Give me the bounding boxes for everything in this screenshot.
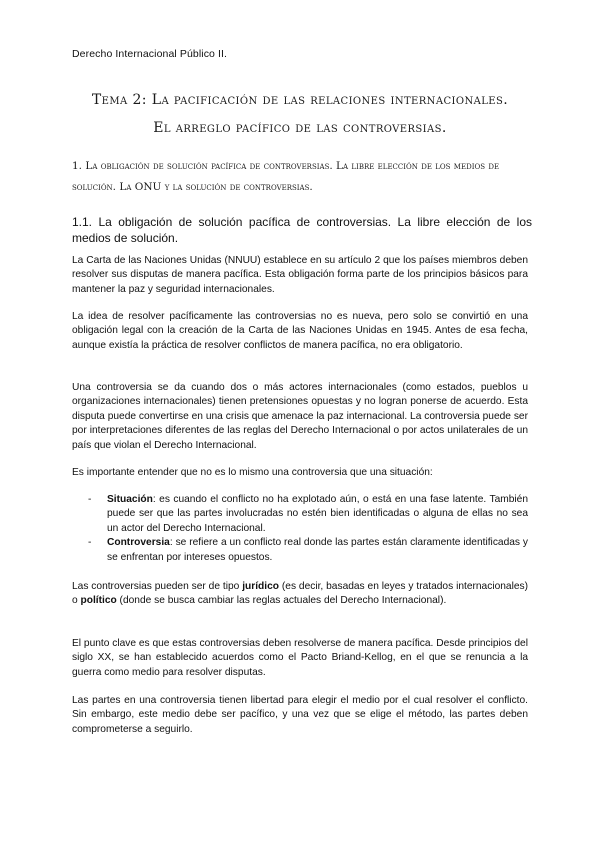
paragraph-5-text: (donde se busca cambiar las reglas actuales del Derecho Internacional).	[116, 595, 447, 607]
term-politico: político	[80, 595, 117, 607]
term-juridico: jurídico	[242, 581, 279, 592]
paragraph-2: La idea de resolver pacíficamente las controversias no es nueva, pero solo se convirtió en una obligación legal con la creación de la Carta de las Naciones Unidas en 1945. Antes de esa fecha, aunque existía la práctica de resolver conflictos de manera pacífica, no era obligatorio.	[72, 311, 528, 351]
document-title-line-1: Tema 2: La pacificación de las relaciones internacionales.	[91, 92, 509, 108]
list-item	[88, 536, 528, 565]
paragraph-5-text: (es decir, basadas en leyes y tratados internacionales) o	[72, 581, 528, 607]
definition-situacion: : es cuando el conflicto no ha explotado aún, o está en una fase latente. También puede ser que las partes involucradas no estén bien identificadas o alguna de ellas no sea un actor del Derecho Internacional.	[107, 494, 528, 534]
running-header: Derecho Internacional Público II.	[72, 48, 228, 60]
section-heading-1: 1. La obligación de solución pacífica de controversias. La libre elección de los medios de solución. La ONU y la solución de controversias.	[72, 160, 500, 193]
list-bullet: -	[88, 494, 92, 505]
definition-list	[88, 493, 528, 565]
paragraph-5-text: Las controversias pueden ser de tipo	[72, 581, 243, 592]
paragraph-4: Es importante entender que no es lo mismo una controversia que una situación:	[72, 467, 433, 478]
list-bullet: -	[88, 537, 92, 549]
term-situacion: Situación	[107, 494, 153, 505]
paragraph-5	[72, 580, 528, 609]
subsection-heading-1-1: 1.1. La obligación de solución pacífica de controversias. La libre elección de los medios de solución.	[72, 215, 532, 245]
document-title-line-2: El arreglo pacífico de las controversias.	[153, 120, 447, 136]
term-controversia: Controversia	[107, 537, 170, 549]
paragraph-6: El punto clave es que estas controversias deben resolverse de manera pacífica. Desde principios del siglo XX, se han establecido acuerdos como el Pacto Briand-Kellog, en el que se renuncia a la guerra como medio para resolver disputas.	[72, 638, 528, 678]
list-item	[88, 493, 528, 536]
definition-controversia: : se refiere a un conflicto real donde las partes están claramente identificadas y se enfrentan por intereses opuestos.	[107, 537, 528, 563]
paragraph-3: Una controversia se da cuando dos o más actores internacionales (como estados, pueblos u organizaciones internacionales) tienen pretensiones opuestas y no logran ponerse de acuerdo. Esta disputa puede convertirse en una crisis que amenace la paz internacional. La controversia puede ser por interpretaciones diferentes de las reglas del Derecho Internacional o por actos unilaterales de un país que violan el Derecho Internacional.	[72, 382, 528, 451]
paragraph-1: La Carta de las Naciones Unidas (NNUU) establece en su artículo 2 que los países miembros deben resolver sus disputas de manera pacífica. Esta obligación forma parte de los principios básicos para mantener la paz y seguridad internacionales.	[72, 255, 528, 295]
paragraph-7: Las partes en una controversia tienen libertad para elegir el medio por el cual resolver el conflicto. Sin embargo, este medio debe ser pacífico, y una vez que se elige el método, las partes deben comprometerse a seguirlo.	[72, 695, 528, 735]
